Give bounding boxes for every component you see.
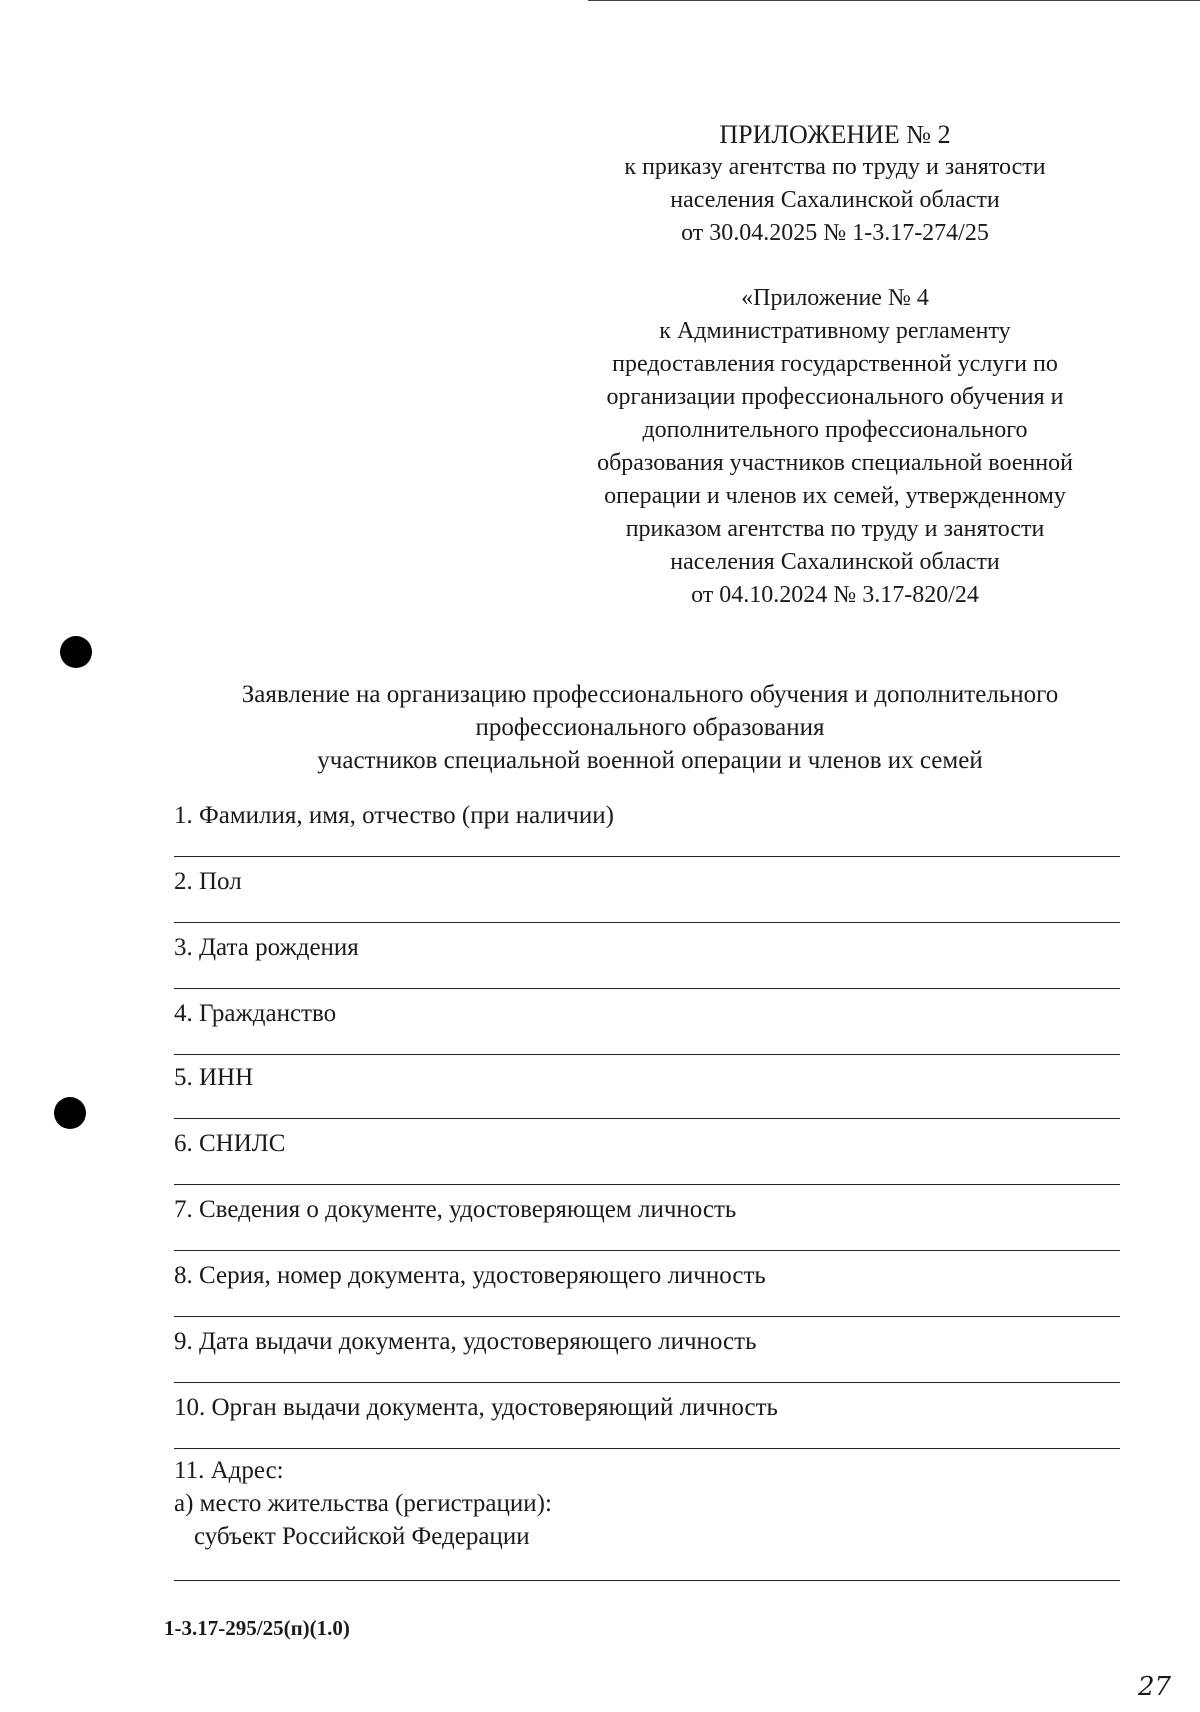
regulation-line: к Административному регламенту: [659, 318, 1011, 344]
regulation-line: организации профессионального обучения и: [606, 384, 1064, 410]
regulation-line: приказом агентства по труду и занятости: [625, 516, 1045, 542]
field-fill-line[interactable]: [174, 856, 1120, 857]
field-label: 9. Дата выдачи документа, удостоверяющего личность: [174, 1328, 757, 1355]
field-fill-line[interactable]: [174, 1382, 1120, 1383]
handwritten-page-number: 27: [1138, 1672, 1172, 1702]
field-label: 2. Пол: [174, 868, 242, 895]
field-fill-line[interactable]: [174, 922, 1120, 923]
statement-line: Заявление на организацию профессионального обучения и дополнительного: [241, 681, 1059, 708]
field-fill-line[interactable]: [174, 1448, 1120, 1449]
regulation-header: [540, 282, 1130, 612]
field-label: 3. Дата рождения: [174, 934, 359, 961]
field-label: 1. Фамилия, имя, отчество (при наличии): [174, 802, 614, 829]
punch-hole-mark: [60, 636, 92, 668]
address-title: 11. Адрес:: [174, 1457, 284, 1484]
statement-line: участников специальной военной операции и членов их семей: [317, 747, 983, 774]
statement-line: профессионального образования: [475, 714, 825, 741]
document-code: 1-3.17-295/25(п)(1.0): [164, 1616, 350, 1640]
regulation-line: предоставления государственной услуги по: [612, 351, 1058, 377]
appendix-line: от 30.04.2025 № 1-3.17-274/25: [681, 220, 989, 246]
punch-hole-mark: [54, 1097, 86, 1129]
field-label: 8. Серия, номер документа, удостоверяющего личность: [174, 1262, 766, 1289]
statement-title: [150, 678, 1150, 777]
appendix-line: к приказу агентства по труду и занятости: [624, 154, 1046, 180]
field-label: 7. Сведения о документе, удостоверяющем личность: [174, 1196, 737, 1223]
regulation-line: населения Сахалинской области: [670, 549, 1000, 575]
field-fill-line[interactable]: [174, 1316, 1120, 1317]
field-label: 10. Орган выдачи документа, удостоверяющий личность: [174, 1394, 778, 1421]
regulation-line: «Приложение № 4: [741, 285, 929, 311]
field-label: 4. Гражданство: [174, 1000, 337, 1027]
field-fill-line[interactable]: [174, 1250, 1120, 1251]
field-fill-line[interactable]: [174, 988, 1120, 989]
regulation-line: образования участников специальной военной: [597, 450, 1073, 476]
appendix-header: [540, 118, 1130, 250]
field-label: 5. ИНН: [174, 1064, 254, 1091]
field-label: 6. СНИЛС: [174, 1130, 286, 1157]
address-fill-line[interactable]: [174, 1580, 1120, 1581]
scan-edge-line: [588, 0, 1200, 1]
regulation-line: от 04.10.2024 № 3.17-820/24: [691, 582, 979, 608]
address-item-a: а) место жительства (регистрации):: [174, 1490, 552, 1517]
field-fill-line[interactable]: [174, 1054, 1120, 1055]
appendix-title: ПРИЛОЖЕНИЕ № 2: [719, 120, 951, 149]
address-subject-label: субъект Российской Федерации: [194, 1523, 530, 1550]
regulation-line: дополнительного профессионального: [642, 417, 1028, 443]
field-fill-line[interactable]: [174, 1118, 1120, 1119]
address-section: [174, 1454, 1120, 1553]
appendix-line: населения Сахалинской области: [670, 187, 1000, 213]
field-fill-line[interactable]: [174, 1184, 1120, 1185]
regulation-line: операции и членов их семей, утвержденному: [604, 483, 1066, 509]
